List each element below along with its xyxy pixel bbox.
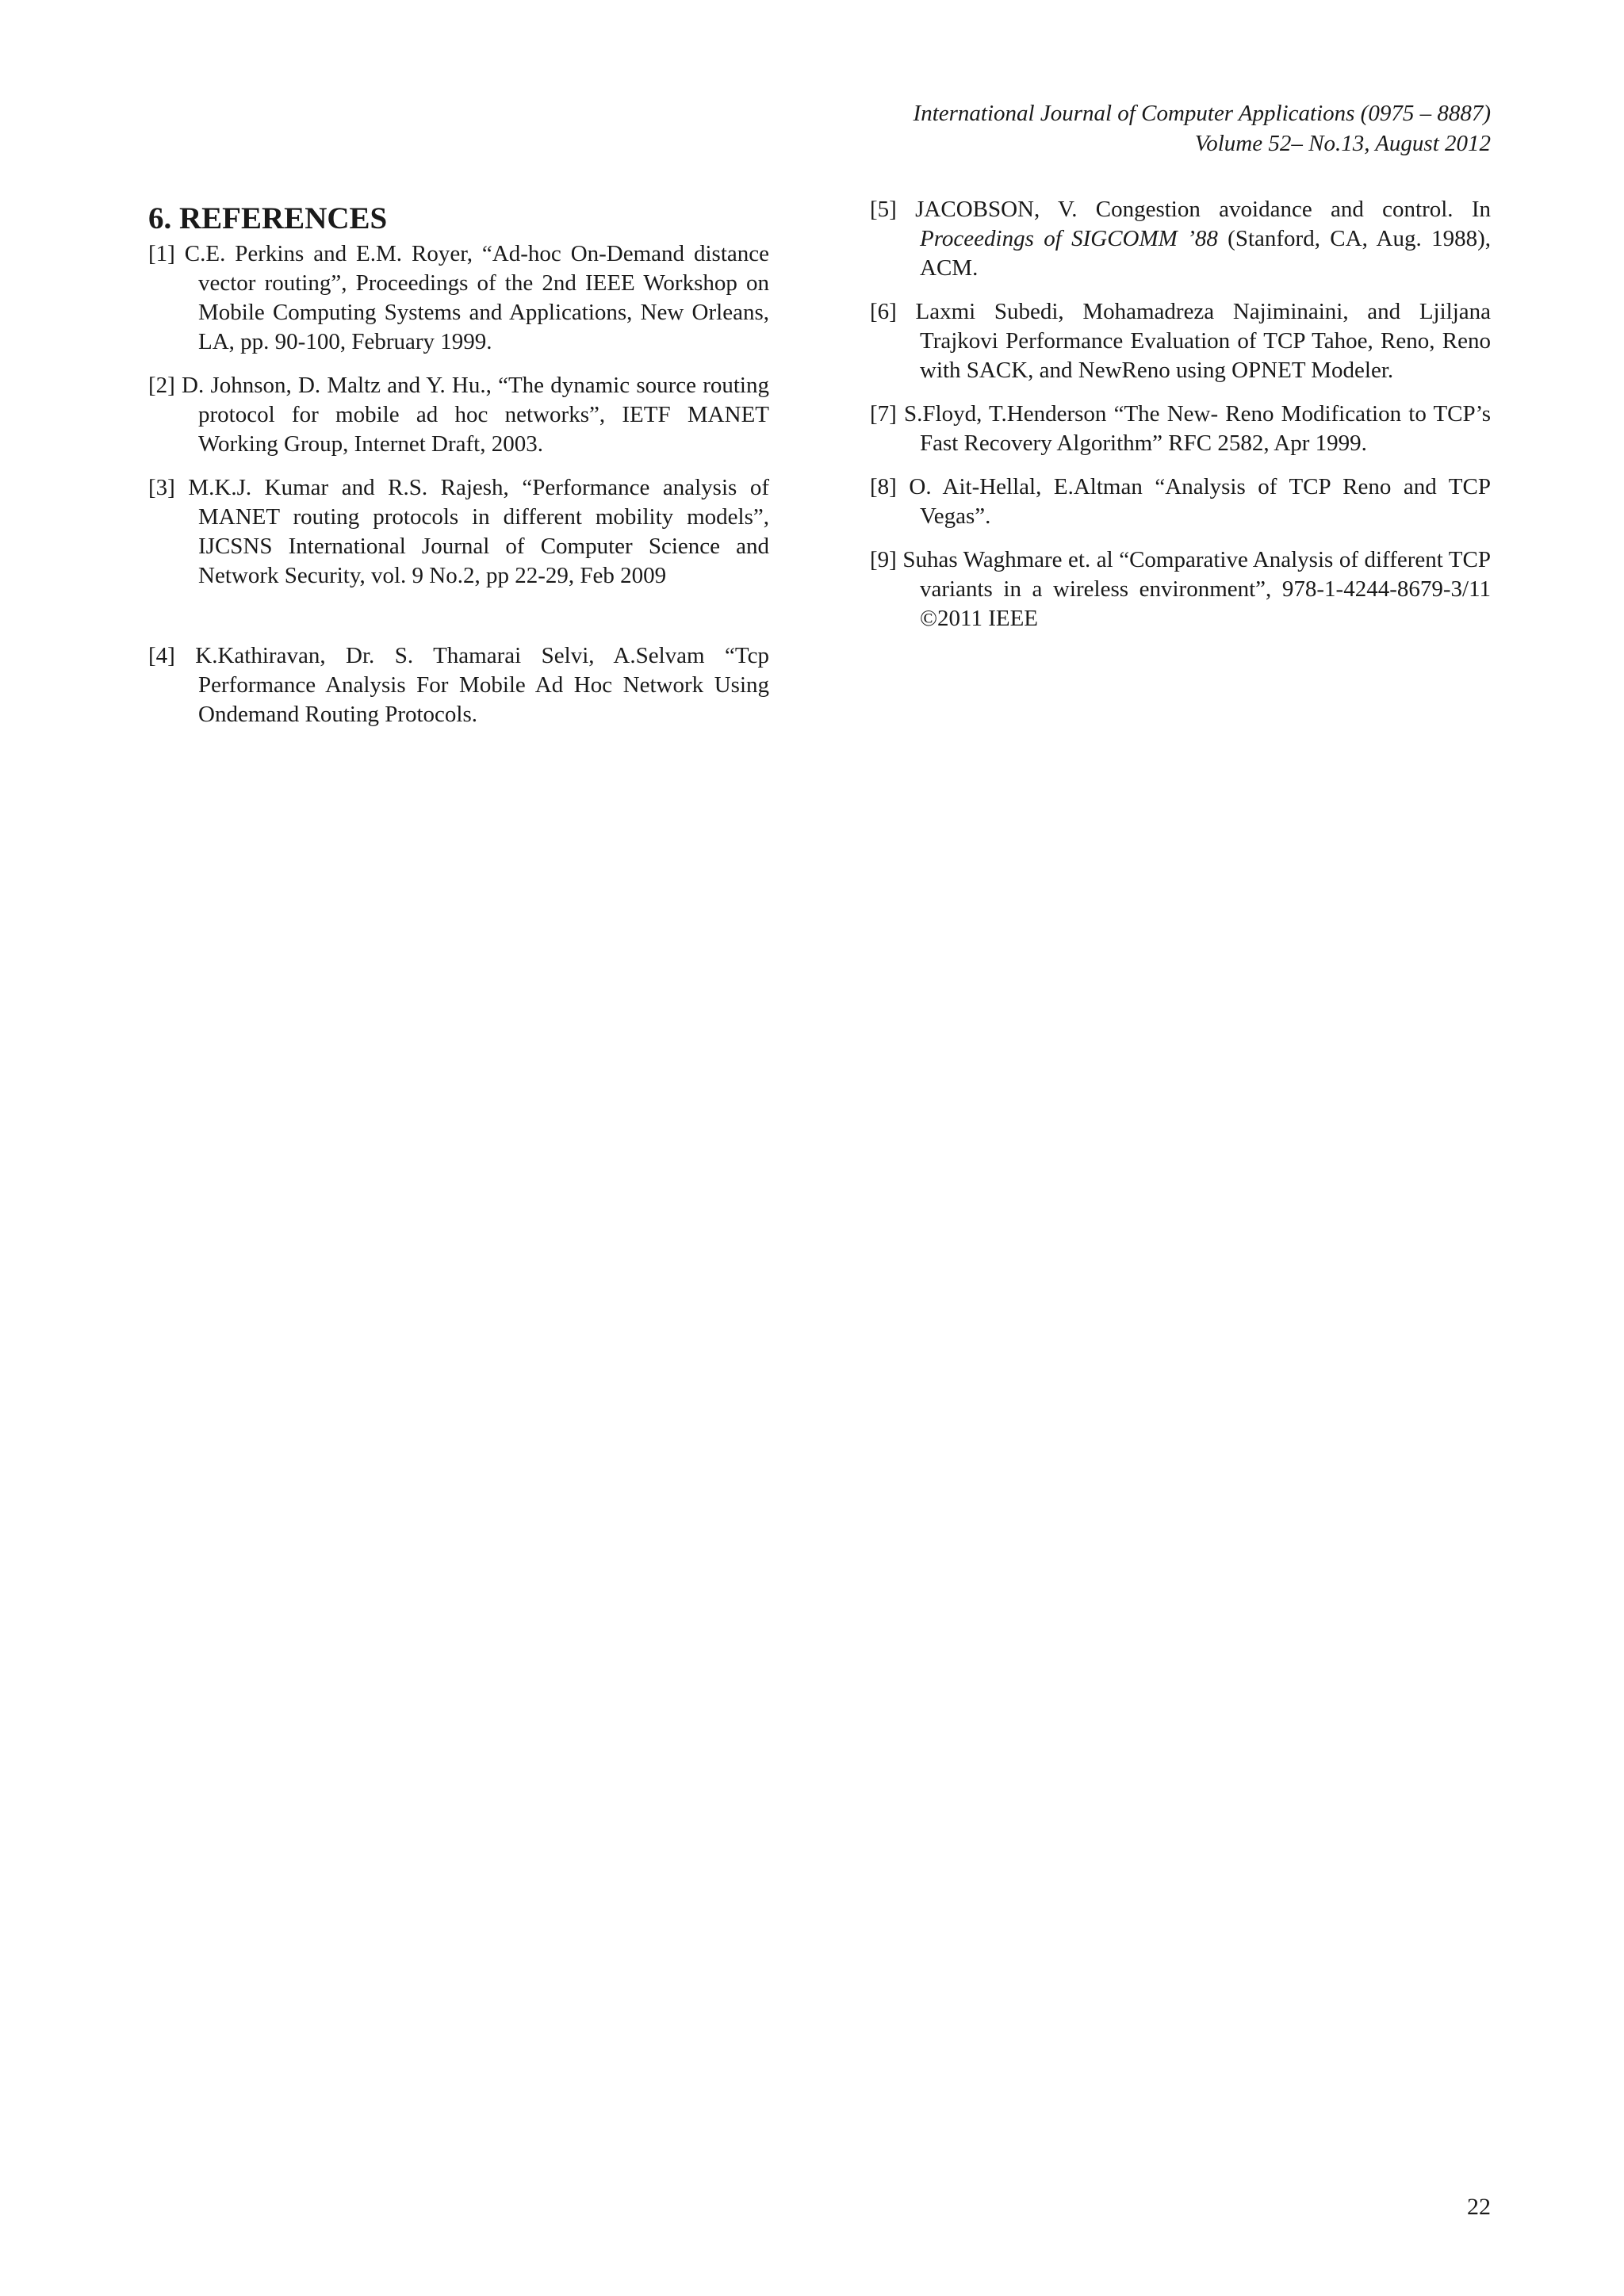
reference-text: S.Floyd, T.Henderson “The New- Reno Modification to TCP’s Fast Recovery Algorithm” RFC 2582, Apr 1999. (896, 401, 1491, 456)
section-heading: 6. REFERENCES (148, 201, 388, 235)
reference-text: Laxmi Subedi, Mohamadreza Najiminaini, and Ljiljana Trajkovi Performance Evaluation of TCP Tahoe, Reno, Reno with SACK, and NewReno using OPNET Modeler. (896, 299, 1491, 383)
journal-header (619, 98, 1491, 159)
reference-1 (148, 239, 769, 357)
reference-2 (148, 371, 769, 459)
reference-number: [4] (148, 643, 175, 668)
reference-number: [7] (870, 401, 897, 427)
reference-7 (870, 400, 1491, 458)
reference-text: D. Johnson, D. Maltz and Y. Hu., “The dynamic source routing protocol for mobile ad hoc networks”, IETF MANET Working Group, Internet Draft, 2003. (174, 373, 769, 457)
reference-3 (148, 473, 769, 591)
reference-proceedings-title: Proceedings of SIGCOMM ’88 (920, 226, 1218, 251)
reference-text-end: (Stanford, CA, Aug. 1988), ACM. (920, 226, 1491, 281)
reference-text: Suhas Waghmare et. al “Comparative Analysis of different TCP variants in a wireless environment”, 978-1-4244-8679-3/11 ©2011 IEEE (896, 547, 1491, 631)
reference-9 (870, 545, 1491, 633)
reference-number: [9] (870, 547, 897, 572)
reference-number: [3] (148, 475, 175, 500)
page-number: 22 (1467, 2194, 1491, 2220)
reference-text: C.E. Perkins and E.M. Royer, “Ad-hoc On-Demand distance vector routing”, Proceedings of the 2nd IEEE Workshop on Mobile Computing Systems and Applications, New Orleans, LA, pp. 90-100, February 1999. (174, 241, 769, 354)
reference-5 (870, 195, 1491, 283)
reference-text: O. Ait-Hellal, E.Altman “Analysis of TCP Reno and TCP Vegas”. (896, 474, 1491, 529)
reference-6 (870, 297, 1491, 385)
reference-number: [2] (148, 373, 175, 398)
reference-8 (870, 473, 1491, 531)
left-column (148, 195, 769, 744)
reference-number: [6] (870, 299, 897, 324)
reference-number: [8] (870, 474, 897, 499)
reference-text: K.Kathiravan, Dr. S. Thamarai Selvi, A.Selvam “Tcp Performance Analysis For Mobile Ad Hoc Network Using Ondemand Routing Protocols. (174, 643, 769, 727)
reference-number: [1] (148, 241, 175, 266)
reference-4 (148, 641, 769, 729)
reference-text: M.K.J. Kumar and R.S. Rajesh, “Performance analysis of MANET routing protocols in different mobility models”, IJCSNS International Journal of Computer Science and Network Security, vol. 9 No.2, pp 22-29, Feb 2009 (174, 475, 769, 588)
right-column (870, 195, 1491, 648)
journal-title-line: International Journal of Computer Applications (0975 – 8887) (913, 101, 1491, 126)
reference-text: JACOBSON, V. Congestion avoidance and control. In (896, 197, 1491, 222)
reference-number: [5] (870, 197, 897, 222)
journal-volume-line: Volume 52– No.13, August 2012 (1194, 131, 1491, 156)
